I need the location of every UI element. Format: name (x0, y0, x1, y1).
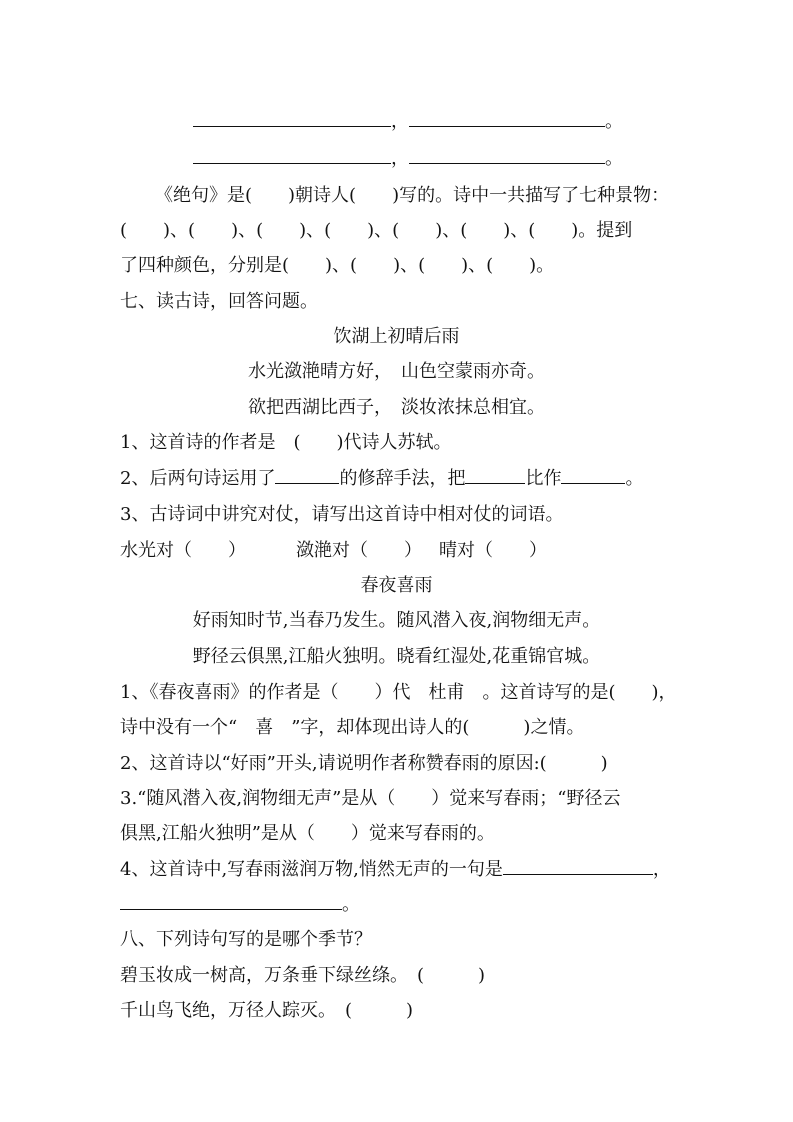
answer-blank[interactable] (561, 467, 625, 484)
poem-2-question-1a: 1、《春夜喜雨》的作者是（ ）代 杜甫 。这首诗写的是( )， (120, 682, 677, 703)
poem-1-question-2: 2、后两句诗运用了 的修辞手法，把 比作 。 (120, 468, 644, 489)
poem-2-line-1: 好雨知时节,当春乃发生。随风潜入夜,润物细无声。 (192, 610, 601, 631)
answer-blank[interactable] (275, 467, 339, 484)
poem-2-question-2: 2、这首诗以“好雨”开头,请说明作者称赞春雨的原因:( ) (120, 753, 608, 774)
poem-2-question-1b: 诗中没有一个“ 喜 ”字，却体现出诗人的( )之情。 (120, 717, 585, 738)
answer-blank[interactable] (409, 147, 605, 164)
jueju-question-line-3: 了四种颜色，分别是( )、( )、( )、( )。 (120, 255, 555, 276)
season-question-1: 碧玉妆成一树高，万条垂下绿丝绦。 ( ) (120, 965, 486, 986)
poem-1-question-1: 1、这首诗的作者是 ( )代诗人苏轼。 (120, 432, 452, 453)
answer-blank[interactable] (409, 110, 605, 127)
answer-blank[interactable] (503, 858, 653, 875)
jueju-question-line-2: ( )、( )、( )、( )、( )、( )、( )。提到 (120, 220, 633, 241)
answer-blank-row-2: ， 。 (193, 147, 623, 171)
answer-blank[interactable] (193, 147, 391, 164)
duizhang-item-1: 水光对（ ） (120, 540, 246, 561)
poem-2-question-3b: 俱黑,江船火独明”是从（ ）觉来写春雨的。 (120, 823, 495, 844)
poem-2-question-3a: 3.“随风潜入夜,润物细无声”是从（ ）觉来写春雨；“野径云 (120, 788, 621, 809)
season-question-2: 千山鸟飞绝，万径人踪灭。 ( ) (120, 1000, 414, 1021)
duizhang-item-2: 潋滟对（ ） (296, 540, 422, 561)
answer-blank[interactable] (465, 467, 525, 484)
poem-2-line-2: 野径云俱黑,江船火独明。晓看红湿处,花重锦官城。 (192, 646, 601, 667)
duizhang-item-3: 晴对（ ） (439, 540, 547, 561)
answer-blank[interactable] (120, 893, 342, 910)
poem-2-question-4b: 。 (120, 893, 360, 917)
poem-2-question-4a: 4、这首诗中,写春雨滋润万物,悄然无声的一句是 ， (120, 859, 671, 880)
section-8-heading: 八、下列诗句写的是哪个季节？ (120, 929, 372, 950)
poem-1-question-3: 3、古诗词中讲究对仗，请写出这首诗中相对仗的词语。 (120, 504, 564, 525)
answer-blank[interactable] (193, 110, 391, 127)
answer-blank-row-1: ， 。 (193, 110, 623, 134)
poem-1-line-2: 欲把西湖比西子， 淡妆浓抹总相宜。 (248, 397, 545, 418)
poem-1-line-1: 水光潋滟晴方好， 山色空蒙雨亦奇。 (248, 361, 545, 382)
poem-2-title: 春夜喜雨 (360, 575, 433, 596)
jueju-question-line-1: 《绝句》是( )朝诗人( )写的。诗中一共描写了七种景物： (155, 185, 670, 206)
section-7-heading: 七、读古诗，回答问题。 (120, 291, 318, 312)
poem-1-title: 饮湖上初晴后雨 (333, 326, 460, 347)
